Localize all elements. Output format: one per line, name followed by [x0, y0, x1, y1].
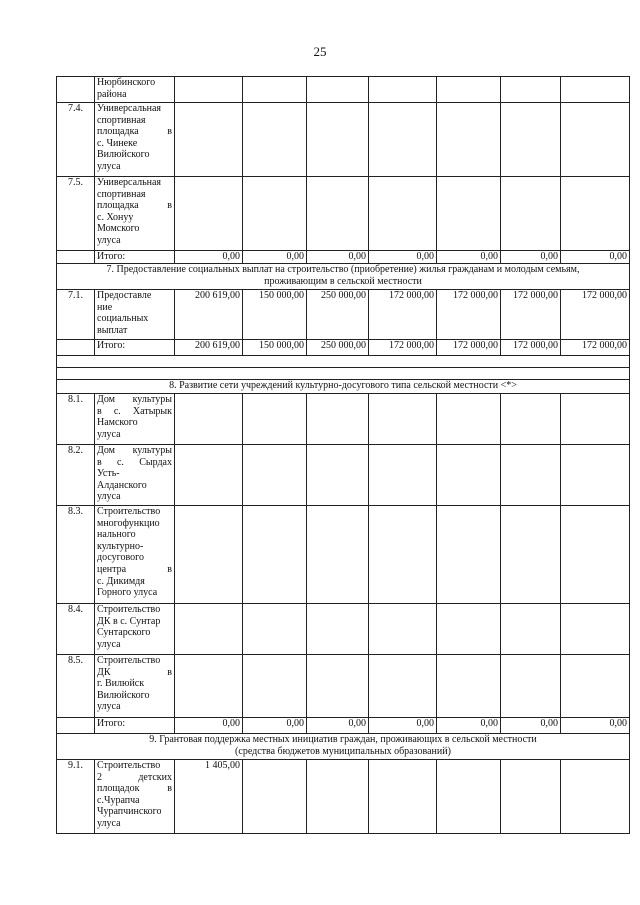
name-line: Дом культуры	[97, 445, 172, 456]
row-number: 7.5.	[57, 177, 95, 251]
blank-cell	[57, 356, 630, 368]
value-cell	[437, 177, 501, 251]
value-cell	[175, 177, 243, 251]
value-cell	[243, 655, 307, 718]
name-line: Нюрбинского	[97, 77, 156, 88]
value-cell: 0,00	[437, 251, 501, 264]
value-cell	[307, 103, 369, 177]
value-cell	[437, 77, 501, 103]
value-cell	[501, 506, 561, 604]
name-line: улуса	[97, 428, 121, 440]
name-line: досугового	[97, 552, 145, 564]
value-cell	[369, 445, 437, 506]
value-cell	[175, 394, 243, 445]
name-line: Предоставле	[97, 290, 152, 301]
value-cell: 0,00	[307, 718, 369, 734]
row-number: 8.1.	[57, 394, 95, 445]
value-cell	[307, 655, 369, 718]
value-cell	[243, 394, 307, 445]
value-cell	[501, 445, 561, 506]
name-line: площадка в	[97, 126, 172, 138]
value-cell	[369, 506, 437, 604]
value-cell	[369, 77, 437, 103]
row-name	[95, 760, 175, 834]
value-cell	[501, 77, 561, 103]
value-cell	[243, 604, 307, 655]
name-line: Алданского	[97, 479, 147, 491]
value-cell: 200 619,00	[175, 290, 243, 340]
value-cell	[437, 394, 501, 445]
value-cell	[175, 604, 243, 655]
name-line: площадка в	[97, 200, 172, 212]
table-row	[57, 394, 630, 445]
name-line: Усть-	[97, 468, 120, 480]
value-cell	[501, 760, 561, 834]
value-cell	[175, 77, 243, 103]
value-cell	[307, 394, 369, 445]
name-line: улуса	[97, 160, 121, 172]
name-line: ние	[97, 301, 113, 313]
name-line: социальных	[97, 313, 149, 325]
value-cell	[501, 103, 561, 177]
row-number: 9.1.	[57, 760, 95, 834]
table-row	[57, 604, 630, 655]
value-cell: 0,00	[307, 251, 369, 264]
name-line: в с. Сырдах	[97, 456, 172, 468]
name-line: Вилюйского	[97, 689, 150, 701]
value-cell: 250 000,00	[307, 340, 369, 356]
name-line: в с. Хатырык	[97, 405, 172, 417]
page-number: 25	[313, 44, 327, 59]
section-heading-line: 9. Грантовая поддержка местных инициатив граждан, проживающих в сельской местности	[149, 734, 537, 745]
value-cell	[175, 655, 243, 718]
blank-row	[57, 368, 630, 380]
value-cell: 172 000,00	[561, 290, 630, 340]
value-cell	[243, 77, 307, 103]
value-cell	[561, 394, 630, 445]
total-row	[57, 340, 630, 356]
name-line: площадок в	[97, 783, 172, 795]
value-cell: 172 000,00	[501, 290, 561, 340]
section-heading-line: 8. Развитие сети учреждений культурно-досугового типа сельской местности <*>	[169, 380, 517, 391]
section-heading	[57, 734, 630, 760]
row-name	[95, 177, 175, 251]
row-number: 8.4.	[57, 604, 95, 655]
value-cell	[243, 760, 307, 834]
section-heading	[57, 380, 630, 394]
name-line: выплат	[97, 324, 128, 336]
value-cell: 0,00	[369, 718, 437, 734]
value-cell: 150 000,00	[243, 340, 307, 356]
name-line: с. Чинеке	[97, 137, 138, 149]
value-cell: 0,00	[175, 251, 243, 264]
section-heading-line: проживающим в сельской местности	[264, 275, 422, 287]
blank-cell	[57, 368, 630, 380]
name-line: Строительство	[97, 760, 161, 771]
value-cell	[243, 177, 307, 251]
row-number: 7.4.	[57, 103, 95, 177]
value-cell: 172 000,00	[437, 340, 501, 356]
value-cell: 0,00	[175, 718, 243, 734]
name-line: спортивная	[97, 114, 146, 126]
table-row	[57, 290, 630, 340]
value-cell	[175, 506, 243, 604]
name-line: улуса	[97, 491, 121, 503]
name-line: центра в	[97, 563, 172, 575]
value-cell	[561, 103, 630, 177]
total-row	[57, 718, 630, 734]
section-heading-line: 7. Предоставление социальных выплат на строительство (приобретение) жилья гражданам и молодым семьям,	[106, 264, 580, 275]
value-cell: 0,00	[243, 718, 307, 734]
name-line: улуса	[97, 638, 121, 650]
value-cell	[501, 655, 561, 718]
section-header-row	[57, 380, 630, 394]
name-line: улуса	[97, 234, 121, 246]
value-cell	[369, 760, 437, 834]
name-line: с. Дикимдя	[97, 575, 145, 587]
name-line: спортивная	[97, 188, 146, 200]
value-cell: 172 000,00	[369, 340, 437, 356]
value-cell	[307, 604, 369, 655]
name-line: Универсальная	[97, 103, 162, 114]
value-cell: 1 405,00	[175, 760, 243, 834]
name-line: культурно-	[97, 540, 144, 552]
table-row	[57, 103, 630, 177]
value-cell: 0,00	[561, 718, 630, 734]
total-row	[57, 251, 630, 264]
name-line: Дом культуры	[97, 394, 172, 405]
row-name	[95, 445, 175, 506]
value-cell	[561, 77, 630, 103]
budget-table	[56, 76, 630, 834]
value-cell: 0,00	[437, 718, 501, 734]
name-line: Строительство	[97, 604, 161, 615]
value-cell	[501, 604, 561, 655]
total-label: Итого:	[95, 251, 175, 264]
row-number: 8.3.	[57, 506, 95, 604]
value-cell	[243, 103, 307, 177]
value-cell	[561, 445, 630, 506]
section-header-row	[57, 734, 630, 760]
value-cell	[369, 103, 437, 177]
name-line: с.Чурапча	[97, 794, 140, 806]
value-cell: 0,00	[501, 251, 561, 264]
value-cell	[437, 103, 501, 177]
section-header-row	[57, 264, 630, 290]
name-line: улуса	[97, 701, 121, 713]
name-line: Строительство	[97, 506, 161, 517]
value-cell: 0,00	[243, 251, 307, 264]
value-cell	[369, 394, 437, 445]
value-cell	[437, 604, 501, 655]
name-line: Универсальная	[97, 177, 162, 188]
row-name	[95, 506, 175, 604]
section-heading	[57, 264, 630, 290]
name-line: Намского	[97, 417, 138, 429]
row-number	[57, 251, 95, 264]
table-row	[57, 177, 630, 251]
value-cell	[307, 77, 369, 103]
value-cell	[561, 177, 630, 251]
row-number	[57, 340, 95, 356]
row-name	[95, 394, 175, 445]
row-name	[95, 290, 175, 340]
table-row	[57, 760, 630, 834]
name-line: Горного улуса	[97, 587, 158, 599]
name-line: ДК в с. Сунтар	[97, 615, 161, 627]
value-cell	[307, 445, 369, 506]
value-cell	[437, 760, 501, 834]
total-label: Итого:	[95, 340, 175, 356]
table-row	[57, 445, 630, 506]
value-cell	[307, 760, 369, 834]
value-cell	[561, 604, 630, 655]
name-line: г. Вилюйск	[97, 678, 145, 690]
name-line: Вилюйского	[97, 149, 150, 161]
row-name	[95, 604, 175, 655]
section-heading-line: (средства бюджетов муниципальных образований)	[235, 745, 451, 757]
total-label: Итого:	[95, 718, 175, 734]
name-line: 2 детских	[97, 771, 172, 783]
value-cell: 0,00	[561, 251, 630, 264]
blank-row	[57, 356, 630, 368]
name-line: района	[97, 88, 127, 100]
row-name	[95, 77, 175, 103]
row-number	[57, 77, 95, 103]
value-cell	[437, 655, 501, 718]
value-cell: 150 000,00	[243, 290, 307, 340]
value-cell	[307, 177, 369, 251]
value-cell	[175, 445, 243, 506]
name-line: Сунтарского	[97, 627, 151, 639]
table-row	[57, 506, 630, 604]
value-cell: 0,00	[369, 251, 437, 264]
value-cell	[243, 445, 307, 506]
row-name	[95, 103, 175, 177]
table-row	[57, 655, 630, 718]
value-cell	[501, 177, 561, 251]
table-row	[57, 77, 630, 103]
name-line: с. Хонуу	[97, 211, 134, 223]
value-cell	[437, 506, 501, 604]
row-name	[95, 655, 175, 718]
value-cell	[175, 103, 243, 177]
value-cell	[369, 655, 437, 718]
value-cell	[307, 506, 369, 604]
row-number	[57, 718, 95, 734]
value-cell	[501, 394, 561, 445]
name-line: многофункцио	[97, 517, 160, 529]
value-cell: 172 000,00	[561, 340, 630, 356]
value-cell: 172 000,00	[437, 290, 501, 340]
value-cell: 0,00	[501, 718, 561, 734]
name-line: улуса	[97, 817, 121, 829]
name-line: нального	[97, 529, 136, 541]
row-number: 7.1.	[57, 290, 95, 340]
value-cell	[243, 506, 307, 604]
value-cell	[369, 177, 437, 251]
value-cell	[561, 760, 630, 834]
value-cell	[437, 445, 501, 506]
value-cell: 250 000,00	[307, 290, 369, 340]
row-number: 8.2.	[57, 445, 95, 506]
name-line: Момского	[97, 223, 140, 235]
name-line: Чурапчинского	[97, 806, 162, 818]
value-cell: 200 619,00	[175, 340, 243, 356]
row-number: 8.5.	[57, 655, 95, 718]
value-cell	[561, 655, 630, 718]
name-line: Строительство	[97, 655, 161, 666]
value-cell	[369, 604, 437, 655]
name-line: ДК в	[97, 666, 172, 678]
value-cell: 172 000,00	[369, 290, 437, 340]
value-cell	[561, 506, 630, 604]
value-cell: 172 000,00	[501, 340, 561, 356]
